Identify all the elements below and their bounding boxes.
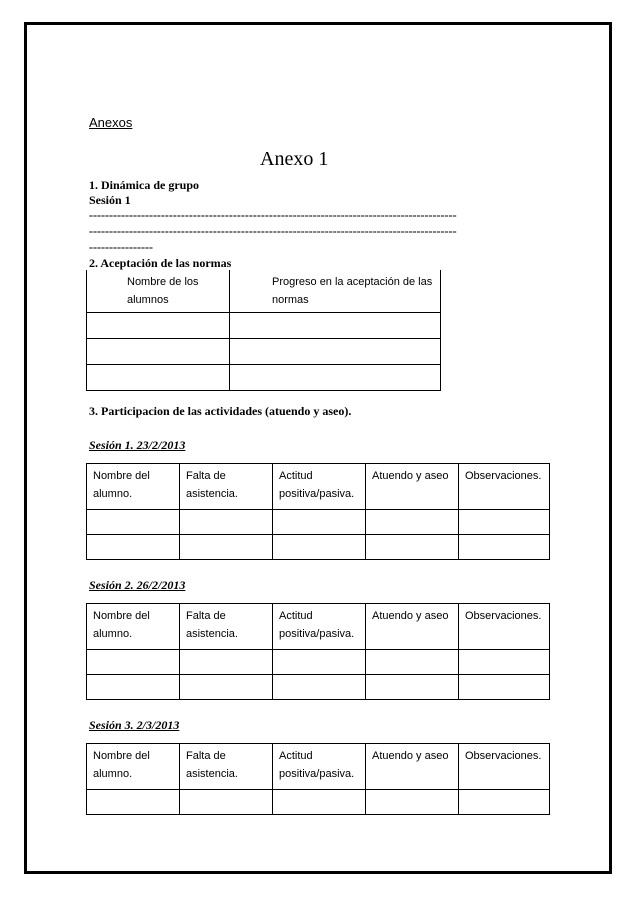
header-falta: Falta de asistencia. (186, 470, 238, 500)
table-cell (366, 650, 459, 675)
table-cell (180, 464, 273, 510)
table-cell (87, 464, 180, 510)
table-cell (230, 313, 441, 339)
header-nombre: Nombre de los alumnos (127, 276, 199, 306)
dash-line-1: -------------------------------------------------------------------------------------------- (89, 208, 457, 222)
table-cell (87, 650, 180, 675)
session-3-label: Sesión 3. 2/3/2013 (89, 718, 180, 732)
header-atuendo: Atuendo y aseo (372, 750, 449, 762)
anexo-title: Anexo 1 (260, 148, 329, 170)
table-cell (459, 535, 550, 560)
table-cell (273, 675, 366, 700)
table-row (87, 650, 550, 675)
section1-title: 1. Dinámica de grupo (89, 178, 200, 192)
table-cell (87, 313, 230, 339)
table-cell (273, 650, 366, 675)
table-cell (366, 604, 459, 650)
dash-line-3: ---------------- (89, 240, 153, 254)
table-cell (273, 604, 366, 650)
header-observaciones: Observaciones. (465, 750, 542, 762)
header-actitud: Actitud positiva/pasiva. (279, 750, 355, 780)
table-cell (459, 650, 550, 675)
table-header-row (87, 464, 550, 510)
table-cell (180, 535, 273, 560)
table-cell (366, 535, 459, 560)
table-cell (180, 604, 273, 650)
norms-table (86, 270, 441, 391)
session-1-label: Sesión 1. 23/2/2013 (89, 438, 186, 452)
table-header-row (87, 604, 550, 650)
session-1-table (86, 463, 550, 560)
table-cell (273, 790, 366, 815)
table-cell (87, 604, 180, 650)
header-nombre: Nombre del alumno. (93, 470, 150, 500)
table-cell (366, 510, 459, 535)
table-cell (459, 675, 550, 700)
header-actitud: Actitud positiva/pasiva. (279, 610, 355, 640)
table-cell (273, 464, 366, 510)
table-header-cell (87, 270, 230, 313)
table-cell (366, 790, 459, 815)
table-cell (87, 365, 230, 391)
section2-title: 2. Aceptación de las normas (89, 256, 232, 270)
dash-line-2: -------------------------------------------------------------------------------------------- (89, 224, 457, 238)
table-cell (180, 790, 273, 815)
header-progreso: Progreso en la aceptación de las normas (272, 276, 433, 306)
table-row (87, 675, 550, 700)
table-row (87, 313, 441, 339)
header-nombre: Nombre del alumno. (93, 750, 150, 780)
table-cell (87, 510, 180, 535)
header-atuendo: Atuendo y aseo (372, 470, 449, 482)
anexos-heading: Anexos (89, 115, 133, 130)
table-header-row (87, 744, 550, 790)
table-cell (180, 650, 273, 675)
header-actitud: Actitud positiva/pasiva. (279, 470, 355, 500)
section3-title: 3. Participacion de las actividades (atuendo y aseo). (89, 404, 352, 418)
table-row (87, 510, 550, 535)
table-header-cell (230, 270, 441, 313)
table-cell (366, 744, 459, 790)
table-cell (273, 744, 366, 790)
header-falta: Falta de asistencia. (186, 750, 238, 780)
session-2-label: Sesión 2. 26/2/2013 (89, 578, 186, 592)
table-cell (459, 744, 550, 790)
table-cell (459, 464, 550, 510)
session-2-table (86, 603, 550, 700)
table-cell (366, 464, 459, 510)
header-nombre: Nombre del alumno. (93, 610, 150, 640)
table-cell (459, 510, 550, 535)
header-observaciones: Observaciones. (465, 610, 542, 622)
table-row (87, 365, 441, 391)
table-cell (366, 675, 459, 700)
header-atuendo: Atuendo y aseo (372, 610, 449, 622)
table-cell (459, 604, 550, 650)
table-cell (459, 790, 550, 815)
table-header-row (87, 270, 441, 313)
table-cell (230, 365, 441, 391)
header-falta: Falta de asistencia. (186, 610, 238, 640)
table-cell (273, 510, 366, 535)
table-cell (180, 675, 273, 700)
table-cell (87, 675, 180, 700)
table-cell (87, 744, 180, 790)
table-row (87, 339, 441, 365)
table-cell (230, 339, 441, 365)
table-cell (273, 535, 366, 560)
table-cell (180, 744, 273, 790)
table-cell (87, 790, 180, 815)
table-cell (87, 535, 180, 560)
table-cell (87, 339, 230, 365)
table-row (87, 790, 550, 815)
table-row (87, 535, 550, 560)
session-3-table (86, 743, 550, 815)
header-observaciones: Observaciones. (465, 470, 542, 482)
section1-sub: Sesión 1 (89, 193, 131, 207)
table-cell (180, 510, 273, 535)
